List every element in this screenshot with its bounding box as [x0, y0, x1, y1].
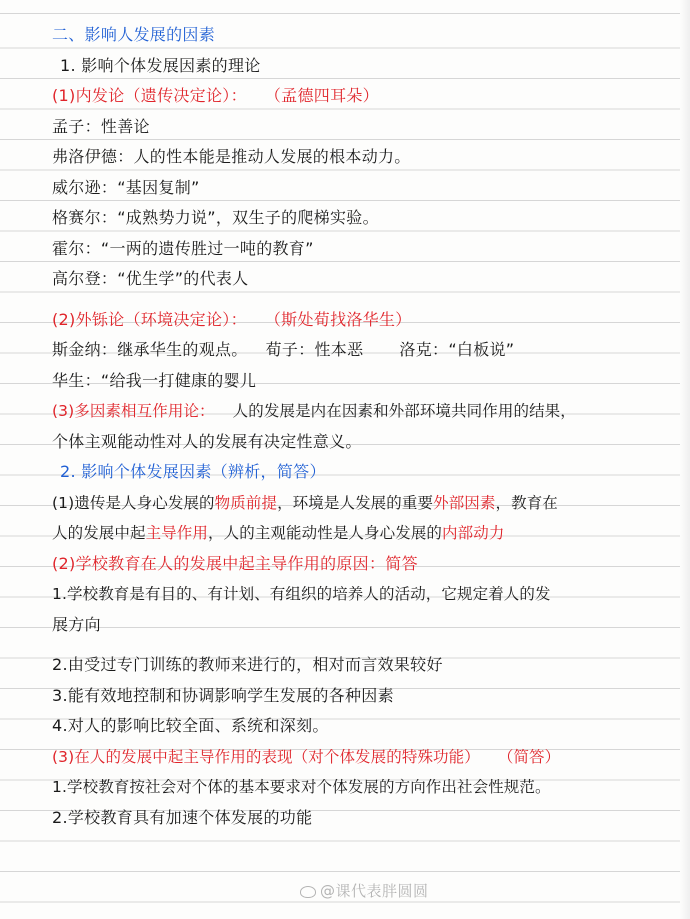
note-galton: 高尔登：“优生学”的代表人 — [52, 269, 249, 288]
note-xunzi: 荀子：性本恶 — [265, 340, 364, 359]
highlight-material-premise: 物质前提 — [214, 493, 278, 512]
reason-1: 1.学校教育是有目的、有计划、有组织的培养人的活动，它规定着人的发 — [52, 585, 551, 603]
heading-text: (2)外铄论（环境决定论）： — [52, 309, 247, 329]
factors-summary-line-1 — [52, 488, 672, 519]
handwritten-notes — [52, 20, 672, 833]
highlight-external-factor: 外部因素 — [433, 493, 496, 512]
heading-endogenous-theory — [52, 81, 672, 112]
note-gesell: 格赛尔：“成熟势力说”，双生子的爬梯实验。 — [52, 208, 379, 227]
section-title: 二、影响人发展的因素 — [52, 25, 216, 44]
highlight-internal-drive: 内部动力 — [442, 524, 505, 542]
heading-exogenous-theory — [52, 305, 672, 336]
note-hall: 霍尔：“一两的遗传胜过一吨的教育” — [52, 238, 314, 258]
subsection-title-factors: 2. 影响个体发展因素（辨析，简答） — [60, 462, 326, 481]
mnemonic-text: （斯处荀找洛华生） — [264, 309, 412, 329]
interaction-text: 人的发展是内在因素和外部环境共同作用的结果， — [232, 402, 576, 420]
highlight-leading-role: 主导作用 — [145, 524, 209, 542]
summary-text: 人的发展中起 — [52, 524, 146, 542]
watermark-text: @课代表胖圆圆 — [320, 882, 429, 900]
note-freud: 弗洛伊德：人的性本能是推动人发展的根本动力。 — [52, 147, 411, 166]
weibo-icon — [300, 886, 316, 898]
manifestation-1: 1.学校教育按社会对个体的基本要求对个体发展的方向作出社会性规范。 — [52, 778, 551, 796]
heading-interaction-theory — [52, 396, 672, 427]
note-skinner-xunzi-locke — [52, 335, 672, 366]
interaction-text-continued: 个体主观能动性对人的发展有决定性意义。 — [52, 431, 362, 451]
note-mencius: 孟子：性善论 — [52, 116, 150, 136]
mnemonic-text: （孟德四耳朵） — [264, 86, 379, 105]
page-edge-shadow — [680, 0, 690, 919]
note-skinner: 斯金纳：继承华生的观点。 — [52, 340, 248, 359]
heading-text: (3)在人的发展中起主导作用的表现（对个体发展的特殊功能） — [52, 747, 480, 766]
summary-text: ，环境是人发展的重要 — [277, 493, 434, 512]
heading-text: (3)多因素相互作用论： — [52, 402, 215, 420]
manifestation-2: 2.学校教育具有加速个体发展的功能 — [52, 807, 313, 827]
reason-1-continued: 展方向 — [52, 614, 101, 634]
subsection-title-theories: 1. 影响个体发展因素的理论 — [60, 55, 261, 75]
reason-3: 3.能有效地控制和协调影响学生发展的各种因素 — [52, 685, 394, 705]
summary-text: (1)遗传是人身心发展的 — [52, 493, 215, 512]
heading-school-education-reasons: (2)学校教育在人的发展中起主导作用的原因：简答 — [52, 553, 418, 573]
factors-summary-line-2 — [52, 518, 672, 549]
note-watson: 华生：“给我一打健康的婴儿 — [52, 370, 257, 390]
reason-4: 4.对人的影响比较全面、系统和深刻。 — [52, 716, 329, 735]
heading-leading-role-manifestation — [52, 742, 672, 773]
summary-text: ，人的主观能动性是人身心发展的 — [208, 524, 443, 542]
note-wilson: 威尔逊：“基因复制” — [52, 177, 200, 197]
short-answer-tag: （简答） — [497, 747, 561, 766]
note-locke: 洛克：“白板说” — [399, 340, 515, 359]
heading-text: (1)内发论（遗传决定论）： — [52, 86, 247, 105]
weibo-watermark — [300, 880, 429, 901]
summary-text: ，教育在 — [495, 493, 558, 512]
reason-2: 2.由受过专门训练的教师来进行的，相对而言效果较好 — [52, 655, 443, 674]
